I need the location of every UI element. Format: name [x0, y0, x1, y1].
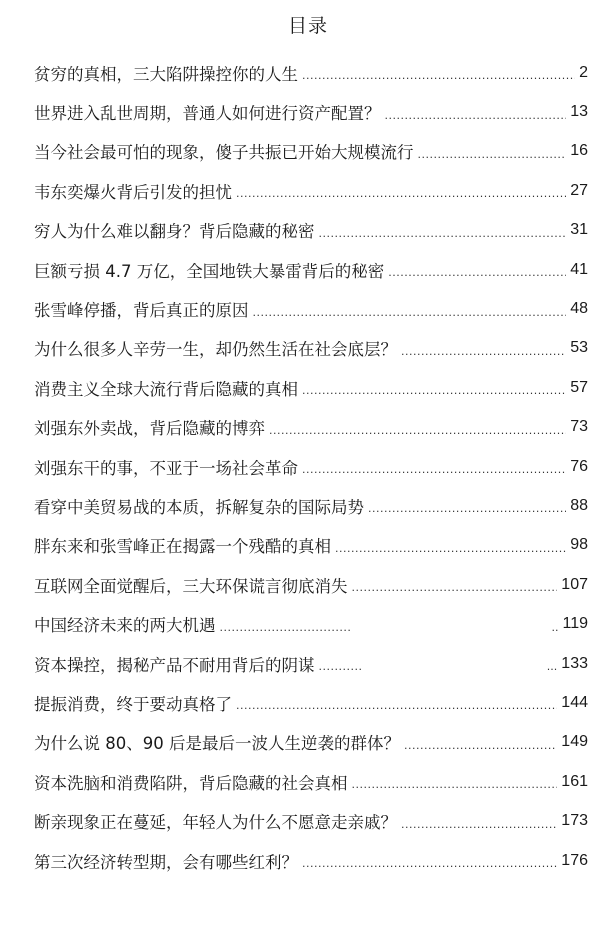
toc-entry-page: 133	[561, 654, 588, 672]
toc-entry[interactable]	[34, 53, 588, 92]
toc-entry[interactable]	[34, 329, 588, 368]
dot-leader	[404, 739, 557, 752]
dot-leader	[319, 227, 567, 240]
toc-entry-title: 第三次经济转型期，会有哪些红利？	[34, 852, 298, 872]
toc-entry-title: 断亲现象正在蔓延，年轻人为什么不愿意走亲戚？	[34, 813, 397, 833]
toc-entry-page: 107	[561, 575, 588, 593]
toc-entry[interactable]	[34, 211, 588, 250]
dot-leader	[319, 660, 363, 673]
toc-entry-page: 16	[570, 142, 588, 160]
toc-entry-page: 88	[570, 496, 588, 514]
dot-leader	[302, 857, 557, 870]
toc-entry[interactable]	[34, 250, 588, 289]
dot-leader	[220, 621, 350, 634]
toc-entry[interactable]	[34, 526, 588, 565]
toc-entry-page: 31	[570, 221, 588, 239]
toc-entry[interactable]	[34, 644, 588, 683]
toc-entry-title: 张雪峰停播，背后真正的原因	[34, 301, 249, 321]
toc-entry-title: 贫穷的真相，三大陷阱操控你的人生	[34, 64, 298, 84]
toc-entry-page: 73	[570, 418, 588, 436]
dot-leader	[368, 502, 566, 515]
toc-entry-page: 144	[561, 693, 588, 711]
toc-entry-title: 消费主义全球大流行背后隐藏的真相	[34, 379, 298, 399]
toc-entry-title: 提振消费，终于要动真格了	[34, 694, 232, 714]
toc-entry[interactable]	[34, 841, 588, 880]
page-prefix-dots: ..	[551, 620, 559, 634]
dot-leader	[269, 424, 566, 437]
toc-entry-title: 为什么很多人辛劳一生，却仍然生活在社会底层？	[34, 340, 397, 360]
toc-entry[interactable]	[34, 171, 588, 210]
toc-entry-title: 当今社会最可怕的现象，傻子共振已开始大规模流行	[34, 143, 414, 163]
toc-entry[interactable]	[34, 408, 588, 447]
dot-leader	[236, 699, 557, 712]
toc-entry-page: 13	[570, 103, 588, 121]
toc-entry[interactable]	[34, 368, 588, 407]
toc-entry[interactable]	[34, 801, 588, 840]
dot-leader	[302, 384, 566, 397]
toc-entry-title: 资本操控，揭秘产品不耐用背后的阴谋	[34, 655, 315, 675]
toc-entry-page: 173	[561, 812, 588, 830]
toc-entry-page: 176	[561, 851, 588, 869]
toc-entry-page: 27	[570, 181, 588, 199]
toc-entry[interactable]	[34, 132, 588, 171]
dot-leader	[352, 778, 558, 791]
dot-leader	[418, 148, 567, 161]
dot-leader	[335, 542, 566, 555]
toc-entry-title: 中国经济未来的两大机遇	[34, 616, 216, 636]
toc-entry-title: 互联网全面觉醒后，三大环保谎言彻底消失	[34, 576, 348, 596]
toc-entry-page: 98	[570, 536, 588, 554]
dot-leader	[352, 581, 558, 594]
page-prefix-dots: ...	[546, 660, 558, 674]
dot-leader	[302, 69, 575, 82]
toc-entry-page: 2	[579, 63, 588, 81]
toc-entry-title: 刘强东干的事，不亚于一场社会革命	[34, 458, 298, 478]
toc-entry-title: 胖东来和张雪峰正在揭露一个残酷的真相	[34, 537, 331, 557]
toc-entry-page: 53	[570, 339, 588, 357]
toc-entry-page: 48	[570, 300, 588, 318]
toc-entry[interactable]	[34, 447, 588, 486]
toc-entry-page: 41	[570, 260, 588, 278]
toc-entry-page: 149	[561, 733, 588, 751]
toc-entry[interactable]	[34, 486, 588, 525]
toc-entry-title: 为什么说 80、90 后是最后一波人生逆袭的群体？	[34, 734, 400, 754]
toc-entry[interactable]	[34, 92, 588, 131]
dot-leader	[253, 306, 567, 319]
toc-entry[interactable]	[34, 723, 588, 762]
dot-leader	[401, 818, 557, 831]
dot-leader	[385, 109, 567, 122]
dot-leader	[388, 266, 566, 279]
toc-list	[34, 53, 588, 880]
toc-entry[interactable]	[34, 289, 588, 328]
toc-entry-title: 韦东奕爆火背后引发的担忧	[34, 182, 232, 202]
dot-leader	[236, 187, 566, 200]
toc-entry-title: 穷人为什么难以翻身？背后隐藏的秘密	[34, 222, 315, 242]
toc-entry-title: 刘强东外卖战，背后隐藏的博弈	[34, 419, 265, 439]
toc-entry-page: 161	[561, 772, 588, 790]
toc-entry-title: 资本洗脑和消费陷阱，背后隐藏的社会真相	[34, 773, 348, 793]
dot-leader	[401, 345, 566, 358]
toc-entry-page: 57	[570, 378, 588, 396]
toc-entry[interactable]	[34, 604, 588, 643]
toc-entry[interactable]	[34, 683, 588, 722]
toc-entry-page: 76	[570, 457, 588, 475]
toc-entry-title: 看穿中美贸易战的本质，拆解复杂的国际局势	[34, 497, 364, 517]
dot-leader	[302, 463, 566, 476]
toc-entry-page: 119	[562, 615, 588, 633]
toc-entry[interactable]	[34, 565, 588, 604]
toc-entry[interactable]	[34, 762, 588, 801]
toc-entry-title: 巨额亏损 4.7 万亿，全国地铁大暴雷背后的秘密	[34, 261, 385, 281]
page-title: 目录	[287, 15, 328, 37]
toc-entry-title: 世界进入乱世周期，普通人如何进行资产配置？	[34, 104, 381, 124]
